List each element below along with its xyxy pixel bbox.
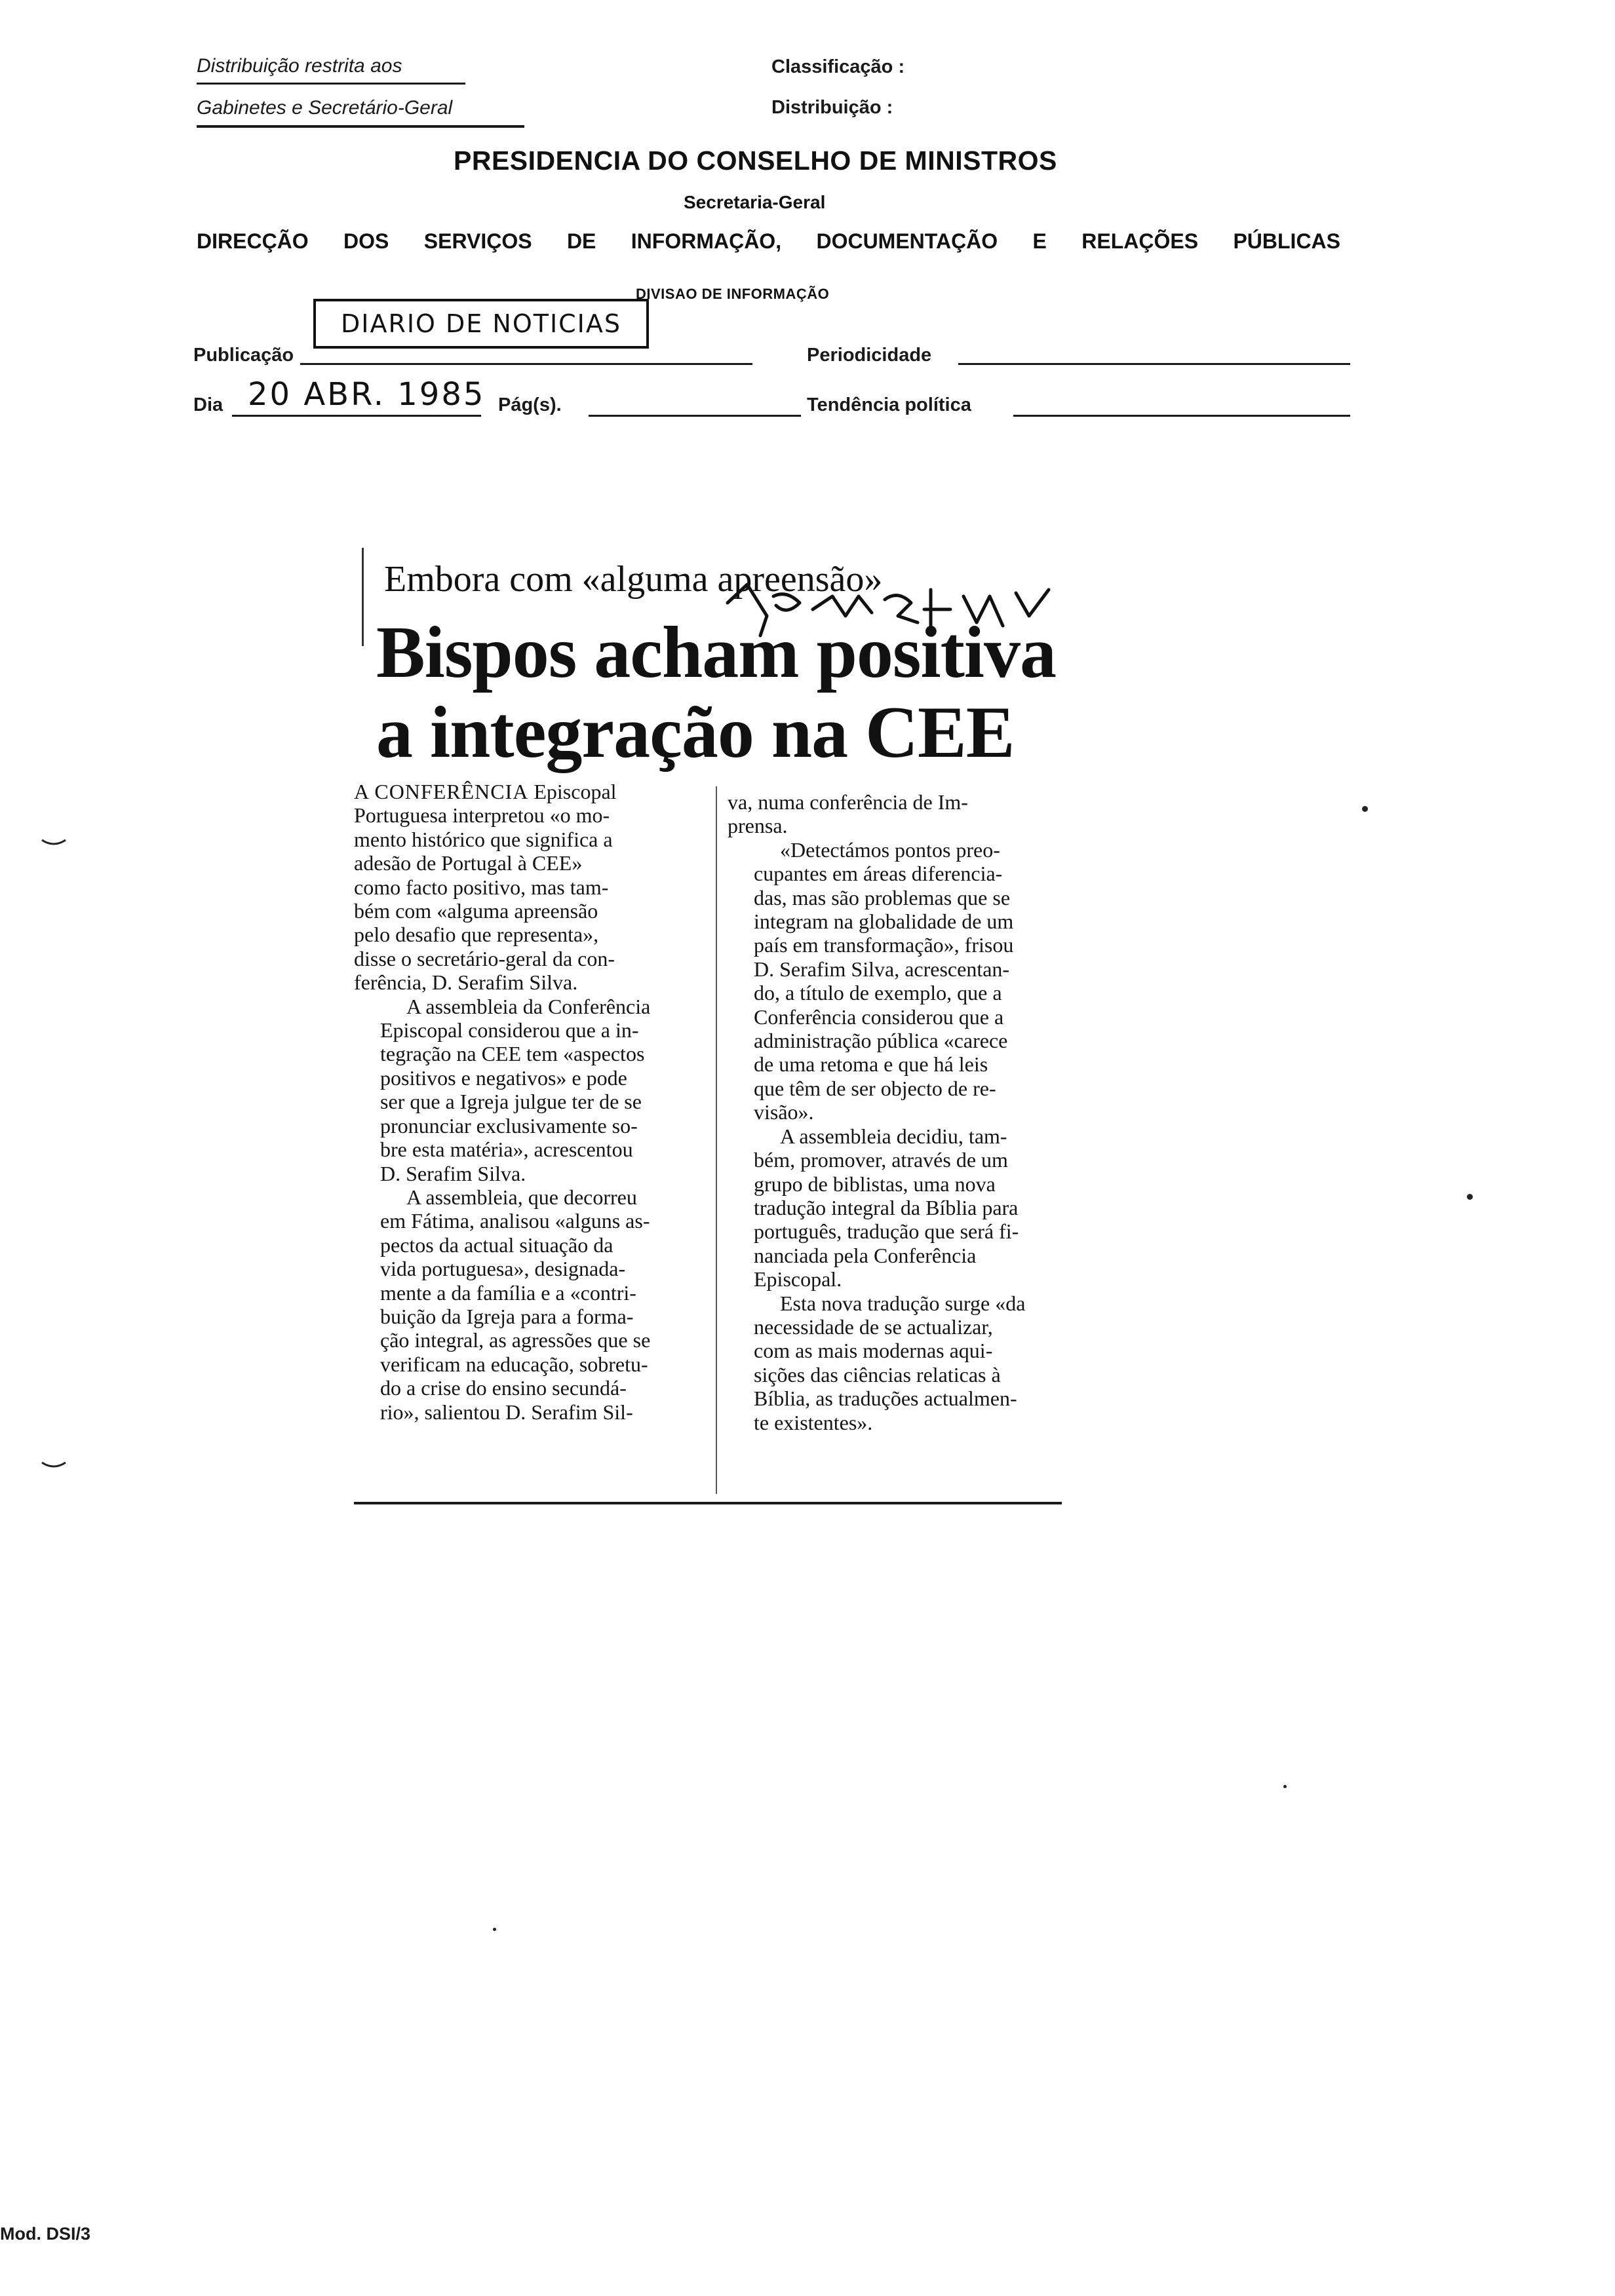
- article-line: pronunciar exclusivamente so-: [380, 1113, 638, 1138]
- day-field-line: [232, 415, 481, 417]
- article-paragraph: [354, 780, 708, 995]
- article-line: bre esta matéria», acrescentou: [380, 1138, 633, 1162]
- tendency-label: Tendência política: [807, 394, 971, 415]
- article-line: em Fátima, analisou «alguns as-: [380, 1209, 650, 1233]
- article-kicker: Embora com «alguma apreensão»: [384, 559, 883, 600]
- article-line: A assembleia, que decorreu: [406, 1185, 637, 1209]
- handwritten-annotation-scribble: [721, 577, 1062, 655]
- department-word: E: [1032, 229, 1047, 253]
- article-line: grupo de biblistas, uma nova: [754, 1172, 996, 1196]
- article-paragraph: [728, 1292, 1081, 1434]
- article-line: país em transformação», frisou: [754, 933, 1014, 957]
- article-line: «Detectámos pontos preo-: [780, 837, 1000, 862]
- distribution-restricted-line2: Gabinetes e Secretário-Geral: [197, 97, 453, 119]
- scan-speck: [1283, 1785, 1287, 1788]
- distribution-label: Distribuição :: [771, 97, 893, 118]
- form-code: Mod. DSI/3: [0, 2224, 91, 2244]
- article-paragraph: [354, 995, 708, 1185]
- publication-label: Publicação: [193, 345, 294, 366]
- article-line: prensa.: [728, 814, 788, 838]
- article-headline-line2: a integração na CEE: [376, 692, 1015, 773]
- article-line: [354, 780, 708, 803]
- publication-field-line: [300, 363, 752, 365]
- article-line: do, a título de exemplo, que a: [754, 981, 1002, 1005]
- article-line: Conferência considerou que a: [754, 1004, 1004, 1029]
- article-line: visão».: [754, 1100, 814, 1124]
- day-value: 20 ABR. 1985: [248, 376, 486, 413]
- article-line: ferência, D. Serafim Silva.: [354, 970, 578, 995]
- article-line: sições das ciências relaticas à: [754, 1362, 1001, 1387]
- article-line-text: Episcopal: [534, 780, 617, 803]
- article-line: como facto positivo, mas tam-: [354, 875, 609, 899]
- article-line: com as mais modernas aqui-: [754, 1339, 993, 1363]
- department-word: DOS: [343, 229, 389, 253]
- punch-hole-mark-icon: [41, 1460, 67, 1473]
- article-column-2: [728, 790, 1081, 1434]
- article-line: que têm de ser objecto de re-: [754, 1076, 996, 1100]
- article-line: verificam na educação, sobretu-: [380, 1352, 648, 1376]
- publication-stamp: DIARIO DE NOTICIAS: [313, 299, 649, 349]
- distribution-restricted-line1: Distribuição restrita aos: [197, 55, 402, 77]
- article-paragraph: [728, 1124, 1081, 1292]
- department-word: SERVIÇOS: [423, 229, 532, 253]
- periodicity-field-line: [958, 363, 1350, 365]
- article-line: das, mas são problemas que se: [754, 885, 1011, 909]
- article-line: tegração na CEE tem «aspectos: [380, 1042, 645, 1066]
- tendency-field-line: [1013, 415, 1350, 417]
- clipping-bottom-rule: [354, 1502, 1062, 1504]
- article-line: Bíblia, as traduções actualmen-: [754, 1387, 1017, 1411]
- article-line: ção integral, as agressões que se: [380, 1328, 651, 1352]
- article-line: tradução integral da Bíblia para: [754, 1195, 1019, 1219]
- article-line: bém com «alguma apreensão: [354, 899, 598, 923]
- article-line: bém, promover, através de um: [754, 1148, 1008, 1172]
- article-line: mente a da família e a «contri-: [380, 1280, 636, 1305]
- pages-field-line: [589, 415, 801, 417]
- article-line: pectos da actual situação da: [380, 1233, 613, 1257]
- column-divider: [716, 786, 717, 1494]
- document-title: PRESIDENCIA DO CONSELHO DE MINISTROS: [454, 145, 1057, 176]
- article-line: D. Serafim Silva, acrescentan-: [754, 957, 1010, 981]
- article-headline-line1: Bispos acham positiva: [376, 612, 1056, 693]
- article-line: rio», salientou D. Serafim Sil-: [380, 1400, 633, 1424]
- article-line: pelo desafio que representa»,: [354, 923, 599, 947]
- classification-label: Classificação :: [771, 56, 905, 77]
- article-line: mento histórico que significa a: [354, 827, 613, 851]
- article-line: necessidade de se actualizar,: [754, 1314, 993, 1339]
- clipping-cut-edge: [362, 548, 364, 646]
- article-column-1: [354, 780, 708, 1424]
- article-paragraph: [354, 1185, 708, 1424]
- article-line: D. Serafim Silva.: [380, 1161, 526, 1185]
- department-word: DIRECÇÃO: [197, 229, 309, 253]
- article-line: va, numa conferência de Im-: [728, 790, 968, 814]
- article-paragraph: [728, 790, 1081, 838]
- article-line: Esta nova tradução surge «da: [780, 1291, 1026, 1315]
- periodicity-label: Periodicidade: [807, 345, 932, 366]
- article-paragraph: [728, 838, 1081, 1124]
- department-word: RELAÇÕES: [1081, 229, 1199, 253]
- article-line: integram na globalidade de um: [754, 909, 1014, 934]
- scan-speck: [493, 1928, 496, 1931]
- article-line: positivos e negativos» e pode: [380, 1065, 627, 1090]
- article-line: Episcopal.: [754, 1267, 842, 1292]
- department-word: DOCUMENTAÇÃO: [816, 229, 998, 253]
- article-line: Portuguesa interpretou «o mo-: [354, 803, 610, 828]
- punch-hole-mark-icon: [41, 837, 67, 851]
- article-line: A assembleia decidiu, tam-: [780, 1124, 1007, 1148]
- pages-label: Pág(s).: [498, 394, 562, 415]
- distribution-underline-1: [197, 83, 465, 85]
- department-word: DE: [566, 229, 596, 253]
- article-line: ser que a Igreja julgue ter de se: [380, 1090, 642, 1114]
- scan-speck: [1362, 806, 1368, 812]
- article-line: do a crise do ensino secundá-: [380, 1376, 627, 1400]
- scan-speck: [1467, 1194, 1473, 1200]
- article-line: administração pública «carece: [754, 1029, 1008, 1053]
- article-line: nanciada pela Conferência: [754, 1243, 977, 1267]
- article-line: adesão de Portugal à CEE»: [354, 851, 583, 875]
- department-line: [197, 229, 1340, 254]
- department-word: INFORMAÇÃO,: [631, 229, 782, 253]
- article-line: disse o secretário-geral da con-: [354, 946, 615, 970]
- article-line: vida portuguesa», designada-: [380, 1257, 626, 1281]
- department-word: PÚBLICAS: [1233, 229, 1340, 253]
- article-line: te existentes».: [754, 1410, 873, 1434]
- article-line: português, tradução que será fi-: [754, 1219, 1019, 1244]
- article-line: Episcopal considerou que a in-: [380, 1018, 639, 1043]
- article-lead-in: A CONFERÊNCIA: [354, 780, 529, 803]
- distribution-underline-2: [197, 125, 524, 128]
- article-line: A assembleia da Conferência: [406, 994, 651, 1018]
- division-label: DIVISAO DE INFORMAÇÃO: [636, 286, 830, 302]
- document-subtitle: Secretaria-Geral: [684, 192, 826, 212]
- day-label: Dia: [193, 394, 224, 415]
- article-line: buição da Igreja para a forma-: [380, 1304, 634, 1328]
- article-line: de uma retoma e que há leis: [754, 1052, 988, 1077]
- article-line: cupantes em áreas diferencia-: [754, 862, 1003, 886]
